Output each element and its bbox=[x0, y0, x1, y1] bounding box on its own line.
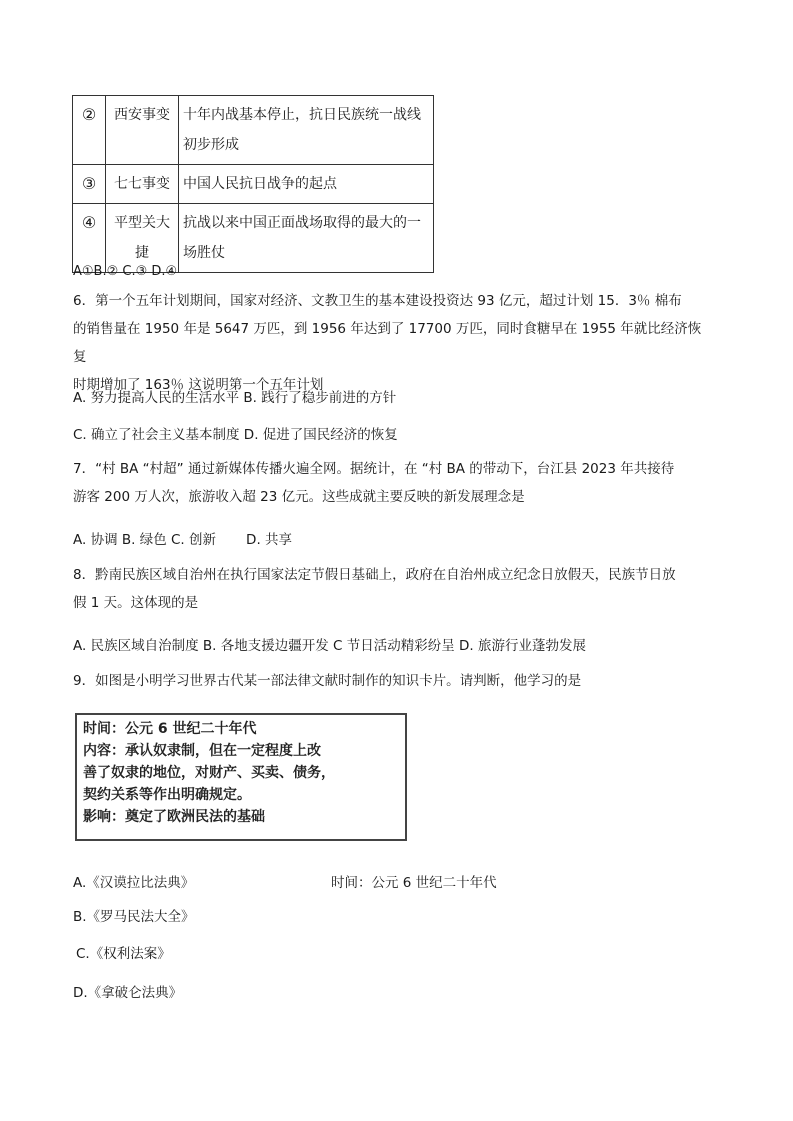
question-line: 游客 200 万人次，旅游收入超 23 亿元。这些成就主要反映的新发展理念是 bbox=[73, 489, 525, 505]
q9-option-d: D.《拿破仑法典》 bbox=[73, 985, 183, 1001]
knowledge-card bbox=[75, 713, 407, 841]
q9-option-b: B.《罗马民法大全》 bbox=[73, 909, 195, 925]
row-number: ④ bbox=[73, 204, 106, 273]
table-row bbox=[73, 96, 434, 165]
event-description: 十年内战基本停止，抗日民族统一战线初步形成 bbox=[179, 96, 434, 165]
question-6 bbox=[73, 287, 713, 399]
q7-options: A. 协调 B. 绿色 C. 创新 D. 共享 bbox=[73, 532, 293, 548]
card-line: 时间：公元 6 世纪二十年代 bbox=[83, 721, 257, 737]
event-name: 平型关大捷 bbox=[106, 204, 179, 273]
q6-options-ab: A. 努力提高人民的生活水平 B. 践行了稳步前进的方针 bbox=[73, 390, 397, 406]
card-line: 内容：承认奴隶制，但在一定程度上改 bbox=[83, 743, 321, 759]
card-line: 契约关系等作出明确规定。 bbox=[83, 787, 251, 803]
question-8 bbox=[73, 561, 713, 617]
q9-time-note: 时间：公元 6 世纪二十年代 bbox=[331, 875, 497, 891]
question-line: 假 1 天。这体现的是 bbox=[73, 595, 199, 611]
question-line: 7．“村 BA “村超” 通过新媒体传播火遍全网。据统计，在 “村 BA 的带动下，台江县 2023 年共接待 bbox=[73, 461, 675, 477]
event-description: 中国人民抗日战争的起点 bbox=[179, 165, 434, 204]
q9-option-c: C.《权利法案》 bbox=[76, 946, 171, 962]
question-7 bbox=[73, 455, 713, 511]
q6-options-cd: C. 确立了社会主义基本制度 D. 促进了国民经济的恢复 bbox=[73, 427, 398, 443]
question-9: 9．如图是小明学习世界古代某一部法律文献时制作的知识卡片。请判断，他学习的是 bbox=[73, 673, 582, 689]
table-row bbox=[73, 204, 434, 273]
question-line: 的销售量在 1950 年是 5647 万匹，到 1956 年达到了 17700 万匹，同时食糖早在 1955 年就比经济恢复 bbox=[73, 321, 702, 365]
q8-options: A. 民族区域自治制度 B. 各地支援边疆开发 C 节日活动精彩纷呈 D. 旅游行业蓬勃发展 bbox=[73, 638, 586, 654]
event-name: 七七事变 bbox=[106, 165, 179, 204]
event-name: 西安事变 bbox=[106, 96, 179, 165]
event-description: 抗战以来中国正面战场取得的最大的一场胜仗 bbox=[179, 204, 434, 273]
row-number: ③ bbox=[73, 165, 106, 204]
question-line: 时期增加了 163％ 这说明第一个五年计划 bbox=[73, 377, 324, 393]
question-line: 8．黔南民族区域自治州在执行国家法定节假日基础上，政府在自治州成立纪念日放假天，民族节日放 bbox=[73, 567, 676, 583]
q9-option-a: A.《汉谟拉比法典》 bbox=[73, 875, 195, 891]
card-line: 影响：奠定了欧洲民法的基础 bbox=[83, 809, 265, 825]
question-line: 6．第一个五年计划期间，国家对经济、文教卫生的基本建设投资达 93 亿元，超过计划 15．3％ 棉布 bbox=[73, 293, 682, 309]
card-line: 善了奴隶的地位，对财产、买卖、债务， bbox=[83, 765, 335, 781]
events-table bbox=[72, 95, 434, 273]
row-number: ② bbox=[73, 96, 106, 165]
table-row bbox=[73, 165, 434, 204]
q5-options: A①B.② C.③ D.④ bbox=[73, 264, 178, 279]
